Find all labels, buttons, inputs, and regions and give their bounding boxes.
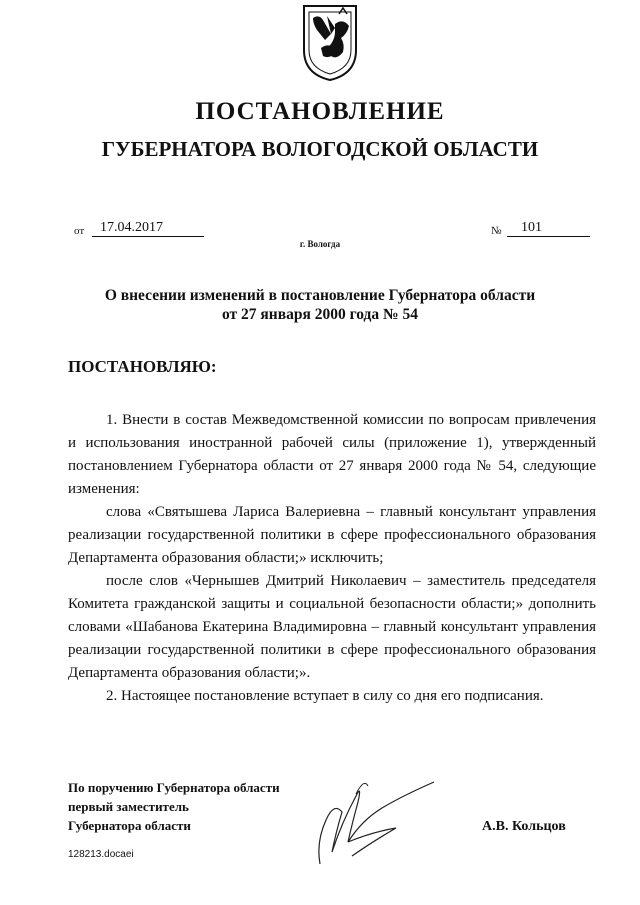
paragraph-1: 1. Внести в состав Межведомственной комиссии по вопросам привлечения и использования иностранной рабочей силы (приложение 1), утвержденный постановлением Губернатора области от 27 января 2000 года № 54, следующие изменения: — [68, 412, 596, 497]
signatory-name: А.В. Кольцов — [482, 819, 566, 834]
signatory-line-2: первый заместитель — [68, 799, 189, 814]
paragraph-3: после слов «Чернышев Дмитрий Николаевич – заместитель председателя Комитета гражданской защиты и социальной безопасности области;» дополнить словами «Шабанова Екатерина Владимировна – главный консультант управления реализации государственной политики в сфере профессионального образования Департамента образования области;». — [68, 573, 596, 681]
signatory-line-3: Губернатора области — [68, 818, 191, 833]
vologda-coat-of-arms-icon — [301, 4, 359, 82]
number-prefix: № — [491, 225, 502, 237]
document-subtitle: ГУБЕРНАТОРА ВОЛОГОДСКОЙ ОБЛАСТИ — [101, 137, 539, 161]
document-date: 17.04.2017 — [92, 221, 204, 237]
document-number: 101 — [507, 221, 590, 237]
subject-line-2: от 27 января 2000 года № 54 — [222, 306, 418, 323]
handwritten-signature — [312, 772, 447, 870]
document-body — [68, 409, 596, 708]
decree-heading: ПОСТАНОВЛЯЮ: — [68, 357, 217, 376]
paragraph-2: слова «Святышева Лариса Валериевна – главный консультант управления реализации государственной политики в сфере профессионального образования Департамента образования области;» исключить; — [68, 504, 596, 566]
document-subject — [0, 286, 640, 324]
signatory-title — [68, 778, 280, 835]
date-prefix: от — [74, 225, 85, 237]
city-label: г. Вологда — [299, 239, 341, 249]
paragraph-4: 2. Настоящее постановление вступает в силу со дня его подписания. — [106, 688, 544, 704]
signatory-line-1: По поручению Губернатора области — [68, 780, 280, 795]
document-title: ПОСТАНОВЛЕНИЕ — [195, 98, 445, 125]
subject-line-1: О внесении изменений в постановление Губернатора области — [104, 287, 536, 304]
document-file-id: 128213.docaei — [68, 849, 134, 860]
